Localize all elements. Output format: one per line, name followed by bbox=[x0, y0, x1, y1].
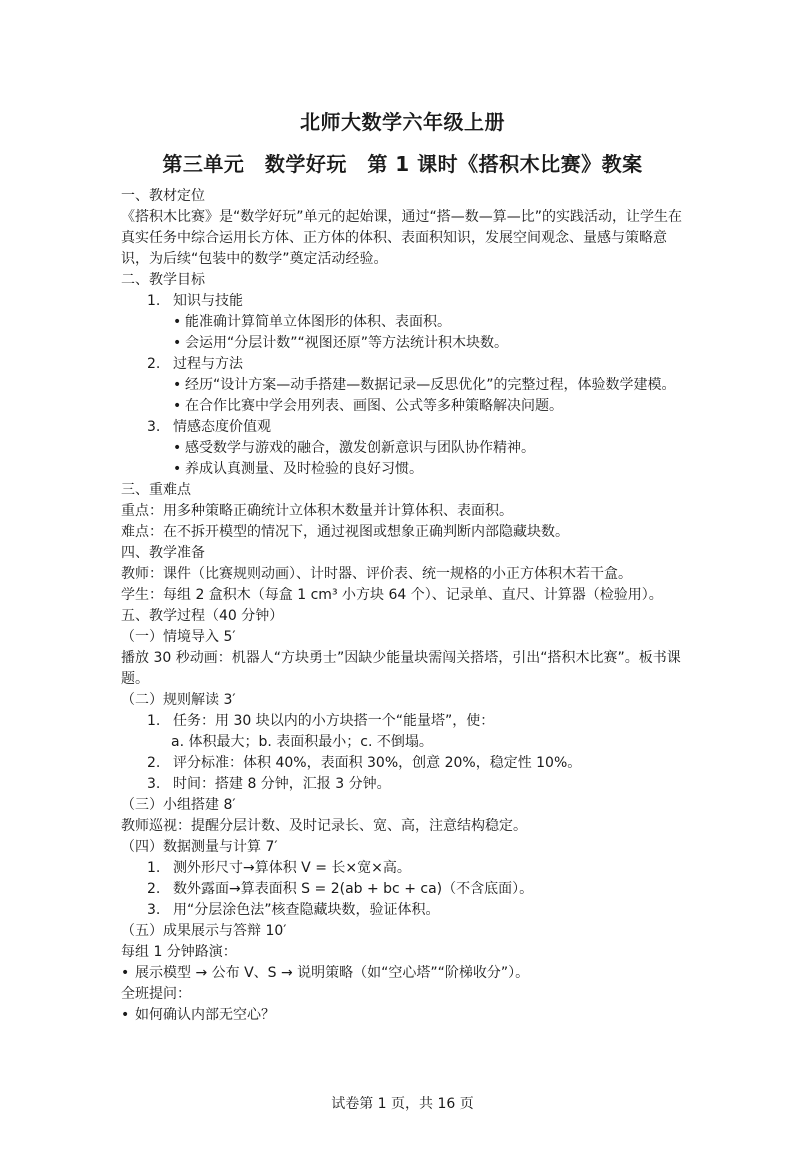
bullet-icon: • bbox=[121, 1007, 130, 1023]
key-point: 重点：用多种策略正确统计立体积木数量并计算体积、表面积。 bbox=[121, 503, 513, 519]
student-prep: 学生：每组 2 盒积木（每盒 1 cm³ 小方块 64 个）、记录单、直尺、计算器（检验用）。 bbox=[121, 587, 663, 603]
numbered-item: 1. 任务：用 30 块以内的小方块搭一个“能量塔”，使： bbox=[147, 713, 495, 729]
paragraph: 播放 30 秒动画：机器人“方块勇士”因缺少能量块需闯关搭塔，引出“搭积木比赛”。板书课题。 bbox=[121, 650, 681, 687]
document-body bbox=[121, 186, 693, 1026]
bullet-icon: • bbox=[121, 965, 130, 981]
numbered-item: 3. 用“分层涂色法”核查隐藏块数，验证体积。 bbox=[147, 902, 440, 918]
bullet-icon: • bbox=[173, 335, 182, 351]
bullet-item: • 会运用“分层计数”“视图还原”等方法统计积木块数。 bbox=[121, 333, 693, 354]
phase-heading: （五）成果展示与答辩 10′ bbox=[121, 923, 287, 939]
paragraph: 《搭积木比赛》是“数学好玩”单元的起始课，通过“搭—数—算—比”的实践活动，让学生在真实任务中综合运用长方体、正方体的体积、表面积知识，发展空间观念、量感与策略意识，为后续“包装中的数学”奠定活动经验。 bbox=[121, 209, 683, 267]
section-heading: 五、教学过程（40 分钟） bbox=[121, 608, 284, 624]
document-title: 北师大数学六年级上册 bbox=[300, 110, 505, 134]
bullet-item: • 经历“设计方案—动手搭建—数据记录—反思优化”的完整过程，体验数学建模。 bbox=[121, 375, 693, 396]
phase-heading: （一）情境导入 5′ bbox=[121, 629, 236, 645]
section-heading: 三、重难点 bbox=[121, 482, 191, 498]
numbered-item: 2. 评分标准：体积 40%，表面积 30%，创意 20%，稳定性 10%。 bbox=[147, 755, 582, 771]
phase-heading: （四）数据测量与计算 7′ bbox=[121, 839, 278, 855]
page-footer: 试卷第 1 页，共 16 页 bbox=[331, 1096, 474, 1112]
sub-item: a. 体积最大；b. 表面积最小；c. 不倒塌。 bbox=[171, 734, 433, 750]
numbered-item: 2. 过程与方法 bbox=[147, 356, 243, 372]
bullet-item: • 展示模型 → 公布 V、S → 说明策略（如“空心塔”“阶梯收分”）。 bbox=[121, 963, 693, 984]
bullet-icon: • bbox=[173, 314, 182, 330]
numbered-item: 1. 知识与技能 bbox=[147, 293, 243, 309]
bullet-icon: • bbox=[173, 398, 182, 414]
bullet-icon: • bbox=[173, 461, 182, 477]
numbered-item: 3. 情感态度价值观 bbox=[147, 419, 271, 435]
document-subtitle: 第三单元 数学好玩 第 1 课时《搭积木比赛》教案 bbox=[162, 152, 643, 176]
bullet-item: • 在合作比赛中学会用列表、画图、公式等多种策略解决问题。 bbox=[121, 396, 693, 417]
numbered-item: 2. 数外露面→算表面积 S = 2(ab + bc + ca)（不含底面）。 bbox=[147, 881, 534, 897]
bullet-item: • 感受数学与游戏的融合，激发创新意识与团队协作精神。 bbox=[121, 438, 693, 459]
teacher-prep: 教师：课件（比赛规则动画）、计时器、评价表、统一规格的小正方体积木若干盒。 bbox=[121, 566, 632, 582]
bullet-item: • 如何确认内部无空心？ bbox=[121, 1005, 693, 1026]
paragraph: 教师巡视：提醒分层计数、及时记录长、宽、高，注意结构稳定。 bbox=[121, 818, 527, 834]
bullet-icon: • bbox=[173, 440, 182, 456]
bullet-item: • 养成认真测量、及时检验的良好习惯。 bbox=[121, 459, 693, 480]
difficult-point: 难点：在不拆开模型的情况下，通过视图或想象正确判断内部隐藏块数。 bbox=[121, 524, 569, 540]
phase-heading: （三）小组搭建 8′ bbox=[121, 797, 236, 813]
paragraph: 全班提问： bbox=[121, 986, 191, 1002]
numbered-item: 3. 时间：搭建 8 分钟，汇报 3 分钟。 bbox=[147, 776, 391, 792]
section-heading: 一、教材定位 bbox=[121, 188, 205, 204]
numbered-item: 1. 测外形尺寸→算体积 V = 长×宽×高。 bbox=[147, 860, 411, 876]
section-heading: 四、教学准备 bbox=[121, 545, 205, 561]
bullet-icon: • bbox=[173, 377, 182, 393]
bullet-item: • 能准确计算简单立体图形的体积、表面积。 bbox=[121, 312, 693, 333]
paragraph: 每组 1 分钟路演： bbox=[121, 944, 237, 960]
section-heading: 二、教学目标 bbox=[121, 272, 205, 288]
phase-heading: （二）规则解读 3′ bbox=[121, 692, 236, 708]
